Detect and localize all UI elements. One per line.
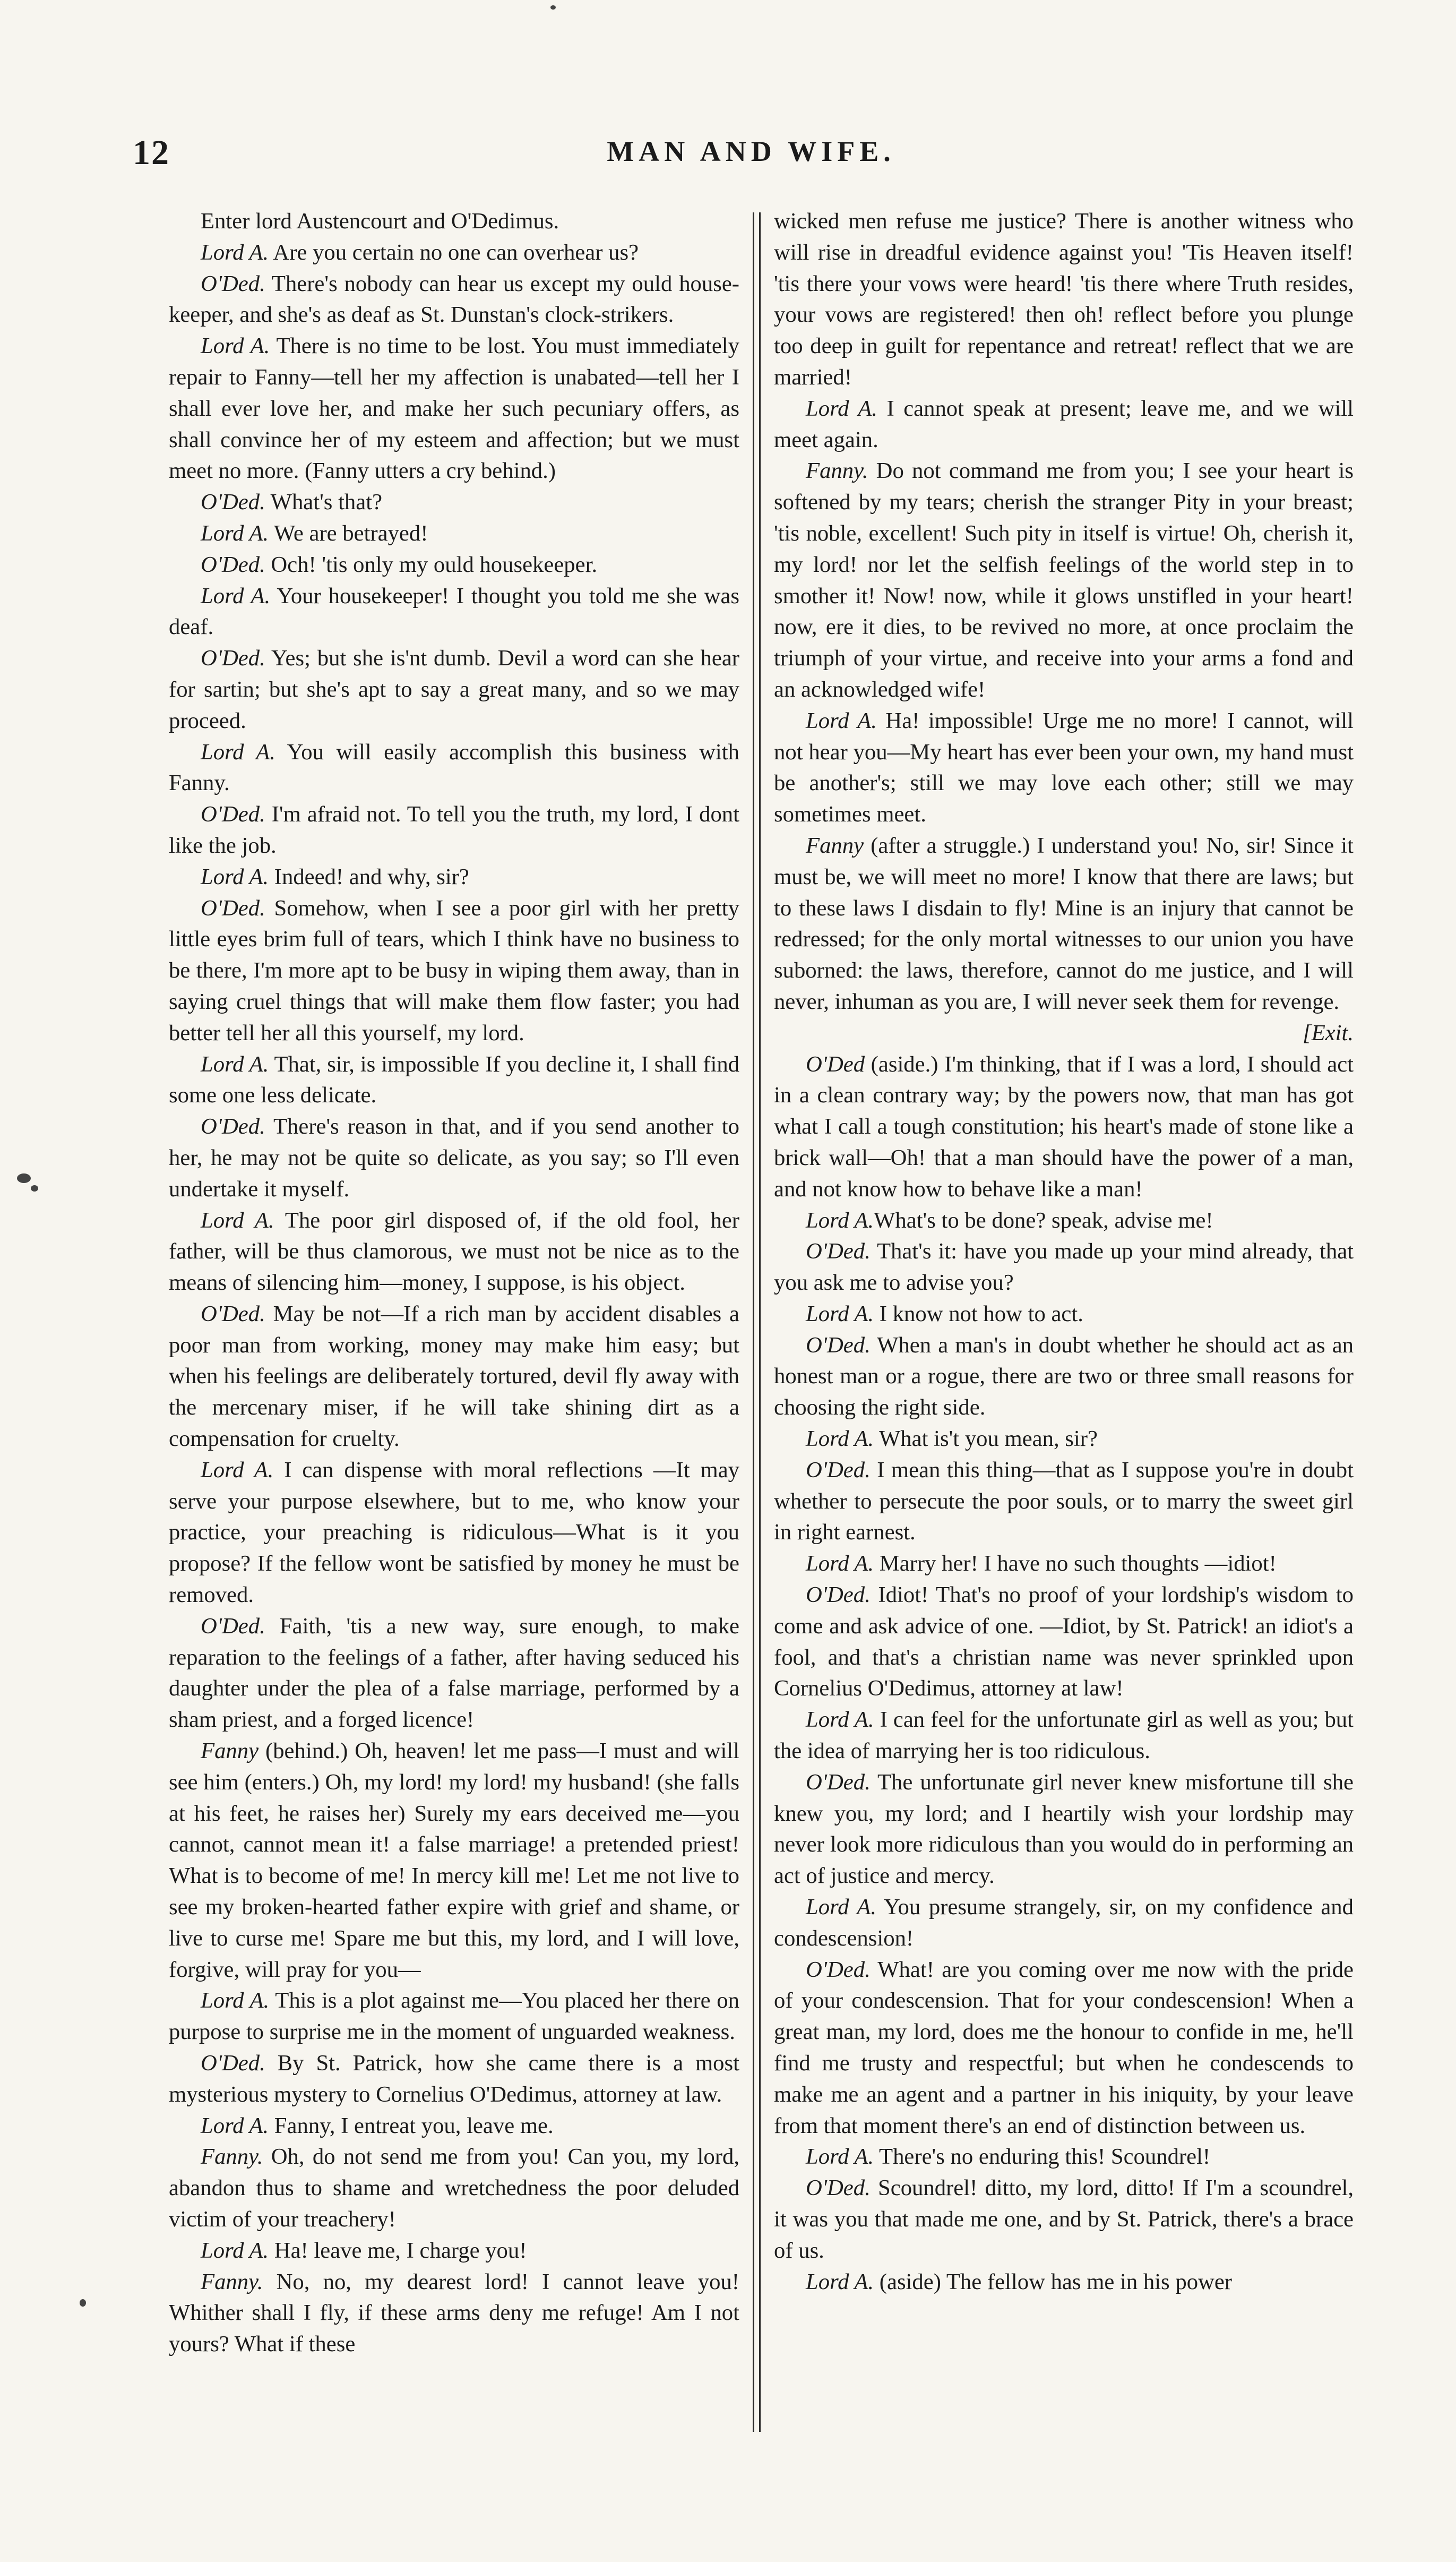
- dialogue-text: I mean this thing—that as I suppose you're in doubt whether to persecute the poor souls, or to marry the sweet girl in right earnest.: [774, 1457, 1354, 1545]
- dialogue-paragraph: [169, 1299, 739, 1455]
- dialogue-paragraph: [169, 331, 739, 487]
- dialogue-paragraph: [774, 1704, 1354, 1767]
- speaker-name: O'Ded.: [201, 552, 265, 577]
- dialogue-text: I cannot speak at present; leave me, and we will meet again.: [774, 396, 1354, 452]
- dialogue-text: That, sir, is impossible If you decline it, I shall find some one less delicate.: [169, 1051, 739, 1108]
- dialogue-text: I'm afraid not. To tell you the truth, my lord, I dont like the job.: [169, 802, 739, 858]
- stage-direction: [169, 206, 739, 237]
- speaker-name: O'Ded.: [201, 2051, 265, 2076]
- speaker-name: Lord A.: [201, 1457, 274, 1483]
- dialogue-text: (aside) The fellow has me in his power: [874, 2269, 1233, 2294]
- dialogue-paragraph: [169, 1111, 739, 1205]
- dialogue-paragraph: [169, 1205, 739, 1299]
- speaker-name: Fanny: [806, 833, 864, 858]
- speaker-name: Lord A.: [806, 1551, 874, 1576]
- dialogue-paragraph: [774, 1299, 1354, 1330]
- dialogue-text: (behind.) Oh, heaven! let me pass—I must and will see him (enters.) Oh, my lord! my lord! my husband! (she falls at his feet, he raises her) Surely my ears deceived me—you cannot, cannot mean it! a false marriage! a pretended priest! What is to become of me! In mercy kill me! Let me not live to see my broken-hearted father expire with grief and shame, or live to curse me! Spare me but this, my lord, and I will love, forgive, will pray for you—: [169, 1738, 739, 1982]
- dialogue-text: (aside.) I'm thinking, that if I was a lord, I should act in a clean contrary way; by the powers now, that man has got what I call a tough constitution; his heart's made of stone like a brick wall—Oh! that a man should have the power of a man, and not know how to behave like a man!: [774, 1051, 1354, 1202]
- speaker-name: Fanny: [201, 1738, 259, 1764]
- speaker-name: O'Ded.: [806, 1332, 871, 1358]
- dialogue-text: What is't you mean, sir?: [874, 1426, 1098, 1452]
- page-number: 12: [133, 133, 170, 172]
- dialogue-text: wicked men refuse me justice? There is another witness who will rise in dreadful evidence against you! 'Tis Heaven itself! 'tis there your vows were heard! 'tis there where Truth resides, your vows are registered! then oh! reflect before you plunge too deep in guilt for repentance and retreat! reflect that we are married!: [774, 209, 1354, 390]
- dialogue-text: The poor girl disposed of, if the old fool, her father, will be thus clamorous, we must not be nice as to the means of silencing him—money, I suppose, is his object.: [169, 1207, 739, 1296]
- dialogue-paragraph: [774, 393, 1354, 456]
- dialogue-text: Marry her! I have no such thoughts —idiot!: [874, 1551, 1277, 1576]
- speaker-name: O'Ded: [806, 1051, 865, 1077]
- right-column: [774, 206, 1354, 2441]
- dialogue-text: You will easily accomplish this business with Fanny.: [169, 739, 739, 796]
- dialogue-text: May be not—If a rich man by accident disables a poor man from working, money may make him easy; but when his feelings are deliberately tortured, devil fly away with the mercenary miser, if he will take shining dirt as a compensation for cruelty.: [169, 1301, 739, 1452]
- dialogue-paragraph: [774, 1049, 1354, 1205]
- dialogue-text: By St. Patrick, how she came there is a most mysterious mystery to Cornelius O'Dedimus, attorney at law.: [169, 2051, 739, 2107]
- speaker-name: O'Ded.: [201, 895, 265, 921]
- dialogue-paragraph: [774, 1767, 1354, 1892]
- dialogue-text: There's reason in that, and if you send another to her, he may not be quite so delicate, as you say; so I'll even undertake it myself.: [169, 1114, 739, 1202]
- dialogue-paragraph: [774, 1330, 1354, 1424]
- dialogue-paragraph: [169, 1049, 739, 1112]
- dialogue-text: Ha! leave me, I charge you!: [269, 2238, 527, 2263]
- dialogue-text: No, no, my dearest lord! I cannot leave you! Whither shall I fly, if these arms deny me refuge! Am I not yours? What if these: [169, 2269, 739, 2357]
- speaker-name: Fanny.: [201, 2144, 263, 2170]
- dialogue-paragraph: [169, 1455, 739, 1611]
- dialogue-paragraph: [774, 1580, 1354, 1704]
- dialogue-text: What! are you coming over me now with the pride of your condescension. That for your condescension! When a great man, my lord, does me the honour to confide in me, he'll find me trusty and respectful; but when he condescends to make me an agent and a partner in his iniquity, by your leave from that moment there's an end of distinction between us.: [774, 1957, 1354, 2138]
- dialogue-text: [Exit.: [1302, 1020, 1354, 1046]
- dialogue-paragraph: [169, 269, 739, 331]
- speaker-name: O'Ded.: [806, 1582, 871, 1608]
- speaker-name: Lord A.: [201, 1988, 270, 2013]
- speaker-name: Lord A.: [201, 1207, 274, 1233]
- dialogue-text: What's to be done? speak, advise me!: [874, 1207, 1213, 1233]
- dialogue-paragraph: [169, 737, 739, 800]
- speaker-name: Lord A.: [201, 239, 269, 265]
- dialogue-text: Somehow, when I see a poor girl with her pretty little eyes brim full of tears, which I think have no business to be there, I'm more apt to be busy in wiping them away, than in saying cruel things that will make them flow faster; you had better tell her all this yourself, my lord.: [169, 895, 739, 1046]
- dialogue-paragraph: [774, 1205, 1354, 1237]
- dialogue-text: I can dispense with moral reflections —It may serve your purpose elsewhere, but to me, who know your practice, your preaching is ridiculous—What is it you propose? If the fellow wont be satisfied by money he must be removed.: [169, 1457, 739, 1608]
- speaker-name: Lord A.: [806, 1426, 874, 1452]
- dialogue-paragraph: [774, 2267, 1354, 2298]
- speaker-name: O'Ded.: [806, 1769, 871, 1795]
- dialogue-paragraph: [774, 1548, 1354, 1580]
- speaker-name: O'Ded.: [201, 1613, 265, 1639]
- ink-speck: [80, 2299, 86, 2307]
- speaker-name: Lord A.: [806, 1301, 874, 1326]
- dialogue-text: Ha! impossible! Urge me no more! I cannot, will not hear you—My heart has ever been your own, my hand must be another's; still we may love each other; still we may sometimes meet.: [774, 708, 1354, 827]
- dialogue-paragraph: [774, 706, 1354, 830]
- dialogue-text: Your housekeeper! I thought you told me she was deaf.: [169, 583, 739, 640]
- page-header: [133, 133, 1369, 191]
- dialogue-text: Och! 'tis only my ould housekeeper.: [265, 552, 598, 577]
- speaker-name: Fanny.: [201, 2269, 263, 2294]
- dialogue-paragraph: [169, 862, 739, 893]
- speaker-name: Lord A.: [806, 1895, 877, 1920]
- speaker-name: O'Ded.: [201, 490, 265, 515]
- speaker-name: O'Ded.: [806, 1957, 871, 1982]
- dialogue-text: Oh, do not send me from you! Can you, my lord, abandon thus to shame and wretchedness the poor deluded victim of your treachery!: [169, 2144, 739, 2232]
- dialogue-text: Yes; but she is'nt dumb. Devil a word can she hear for sartin; but she's apt to say a great many, and so we may proceed.: [169, 646, 739, 733]
- dialogue-text: This is a plot against me—You placed her there on purpose to surprise me in the moment of unguarded weakness.: [169, 1988, 739, 2045]
- dialogue-paragraph: [169, 237, 739, 269]
- dialogue-paragraph: [169, 518, 739, 550]
- dialogue-paragraph: [774, 206, 1354, 393]
- dialogue-text: We are betrayed!: [269, 520, 428, 546]
- speaker-name: O'Ded.: [806, 2175, 871, 2201]
- speaker-name: O'Ded.: [201, 271, 265, 296]
- dialogue-text: There's no enduring this! Scoundrel!: [874, 2144, 1211, 2170]
- speaker-name: Lord A.: [201, 1051, 269, 1077]
- dialogue-text: (after a struggle.) I understand you! No, sir! Since it must be, we will meet no more! I know that there are laws; but to these laws I disdain to fly! Mine is an injury that cannot be redressed; for the only mortal witnesses to our union you have suborned: the laws, therefore, cannot do me justice, and I will never, inhuman as you are, I will never seek them for revenge.: [774, 833, 1354, 1014]
- ink-speck: [31, 1185, 38, 1192]
- dialogue-text: Are you certain no one can overhear us?: [269, 239, 639, 265]
- ink-speck: [17, 1173, 31, 1183]
- running-title: MAN AND WIFE.: [607, 135, 895, 167]
- dialogue-paragraph: [169, 2111, 739, 2142]
- speaker-name: O'Ded.: [201, 802, 265, 827]
- dialogue-paragraph: [774, 1455, 1354, 1548]
- ink-speck: [550, 5, 556, 10]
- dialogue-paragraph: [774, 456, 1354, 705]
- dialogue-text: There is no time to be lost. You must immediately repair to Fanny—tell her my affection is unabated—tell her I shall ever love her, and make her such pecuniary offers, as shall convince her of my esteem and affection; but we must meet no more. (Fanny utters a cry behind.): [169, 333, 739, 484]
- dialogue-paragraph: [774, 2141, 1354, 2173]
- speaker-name: O'Ded.: [201, 1114, 265, 1139]
- dialogue-text: Indeed! and why, sir?: [269, 864, 469, 889]
- column-rule: [759, 212, 761, 2432]
- dialogue-paragraph: [169, 2235, 739, 2267]
- speaker-name: Lord A.: [201, 333, 270, 359]
- speaker-name: Lord A.: [201, 2113, 269, 2138]
- dialogue-text: You presume strangely, sir, on my confidence and condescension!: [774, 1895, 1354, 1951]
- speaker-name: Fanny.: [806, 458, 868, 484]
- dialogue-paragraph: [169, 799, 739, 862]
- dialogue-paragraph: [774, 1236, 1354, 1299]
- dialogue-text: Idiot! That's no proof of your lordship's wisdom to come and ask advice of one. —Idiot, by St. Patrick! an idiot's a fool, and that's a christian name was never sprinkled upon Cornelius O'Dedimus, attorney at law!: [774, 1582, 1354, 1701]
- dialogue-text: Scoundrel! ditto, my lord, ditto! If I'm a scoundrel, it was you that made me one, and by St. Patrick, there's a brace of us.: [774, 2175, 1354, 2263]
- dialogue-text: What's that?: [265, 490, 383, 515]
- speaker-name: Lord A.: [201, 583, 271, 609]
- dialogue-paragraph: [169, 2141, 739, 2235]
- dialogue-text: Do not command me from you; I see your heart is softened by my tears; cherish the stranger Pity in your breast; 'tis noble, excellent! Such pity in itself is virtue! Oh, cherish it, my lord! nor let the selfish feelings of the world step in to smother it! Now! now, while it glows unstifled in your heart! now, ere it dies, to be revived no more, at once proclaim the triumph of your virtue, and receive into your arms a fond and an acknowledged wife!: [774, 458, 1354, 702]
- dialogue-text: There's nobody can hear us except my ould house-keeper, and she's as deaf as St. Dunstan's clock-strikers.: [169, 271, 739, 328]
- dialogue-paragraph: [169, 487, 739, 518]
- speaker-name: Lord A.: [201, 2238, 269, 2263]
- speaker-name: Lord A.: [806, 708, 877, 733]
- dialogue-text: I can feel for the unfortunate girl as well as you; but the idea of marrying her is too ridiculous.: [774, 1707, 1354, 1764]
- dialogue-paragraph: [774, 1955, 1354, 2142]
- speaker-name: Lord A.: [201, 520, 269, 546]
- speaker-name: Lord A.: [806, 1207, 874, 1233]
- speaker-name: Lord A.: [806, 2269, 874, 2294]
- dialogue-paragraph: [774, 1892, 1354, 1955]
- dialogue-paragraph: [169, 1985, 739, 2048]
- dialogue-paragraph: [169, 893, 739, 1049]
- dialogue-text: The unfortunate girl never knew misfortune till she knew you, my lord; and I heartily wish your lordship may never look more ridiculous than you would do in performing an act of justice and mercy.: [774, 1769, 1354, 1889]
- dialogue-text: I know not how to act.: [874, 1301, 1083, 1326]
- dialogue-text: That's it: have you made up your mind already, that you ask me to advise you?: [774, 1239, 1354, 1296]
- speaker-name: Lord A.: [806, 1707, 874, 1733]
- speaker-name: O'Ded.: [806, 1457, 871, 1483]
- exit-direction: [774, 1018, 1354, 1049]
- dialogue-paragraph: [774, 1424, 1354, 1455]
- dialogue-paragraph: [774, 2173, 1354, 2266]
- dialogue-paragraph: [169, 1736, 739, 1985]
- dialogue-paragraph: [169, 2267, 739, 2360]
- dialogue-paragraph: [169, 643, 739, 736]
- speaker-name: Lord A.: [201, 864, 269, 889]
- dialogue-paragraph: [169, 1611, 739, 1736]
- speaker-name: Lord A.: [201, 739, 275, 765]
- speaker-name: O'Ded.: [806, 1239, 871, 1264]
- dialogue-paragraph: [169, 581, 739, 644]
- speaker-name: O'Ded.: [201, 646, 265, 671]
- dialogue-paragraph: [169, 2048, 739, 2111]
- dialogue-text: Enter lord Austencourt and O'Dedimus.: [201, 209, 559, 234]
- dialogue-paragraph: [774, 830, 1354, 1018]
- left-column: [169, 206, 739, 2441]
- speaker-name: Lord A.: [806, 396, 877, 421]
- speaker-name: Lord A.: [806, 2144, 874, 2170]
- dialogue-text: Fanny, I entreat you, leave me.: [269, 2113, 554, 2138]
- dialogue-text: When a man's in doubt whether he should act as an honest man or a rogue, there are two or three small reasons for choosing the right side.: [774, 1332, 1354, 1420]
- speaker-name: O'Ded.: [201, 1301, 265, 1326]
- column-rule: [753, 212, 754, 2432]
- dialogue-text: Faith, 'tis a new way, sure enough, to make reparation to the feelings of a father, after having seduced his daughter under the plea of a false marriage, performed by a sham priest, and a forged licence!: [169, 1613, 739, 1733]
- dialogue-paragraph: [169, 550, 739, 581]
